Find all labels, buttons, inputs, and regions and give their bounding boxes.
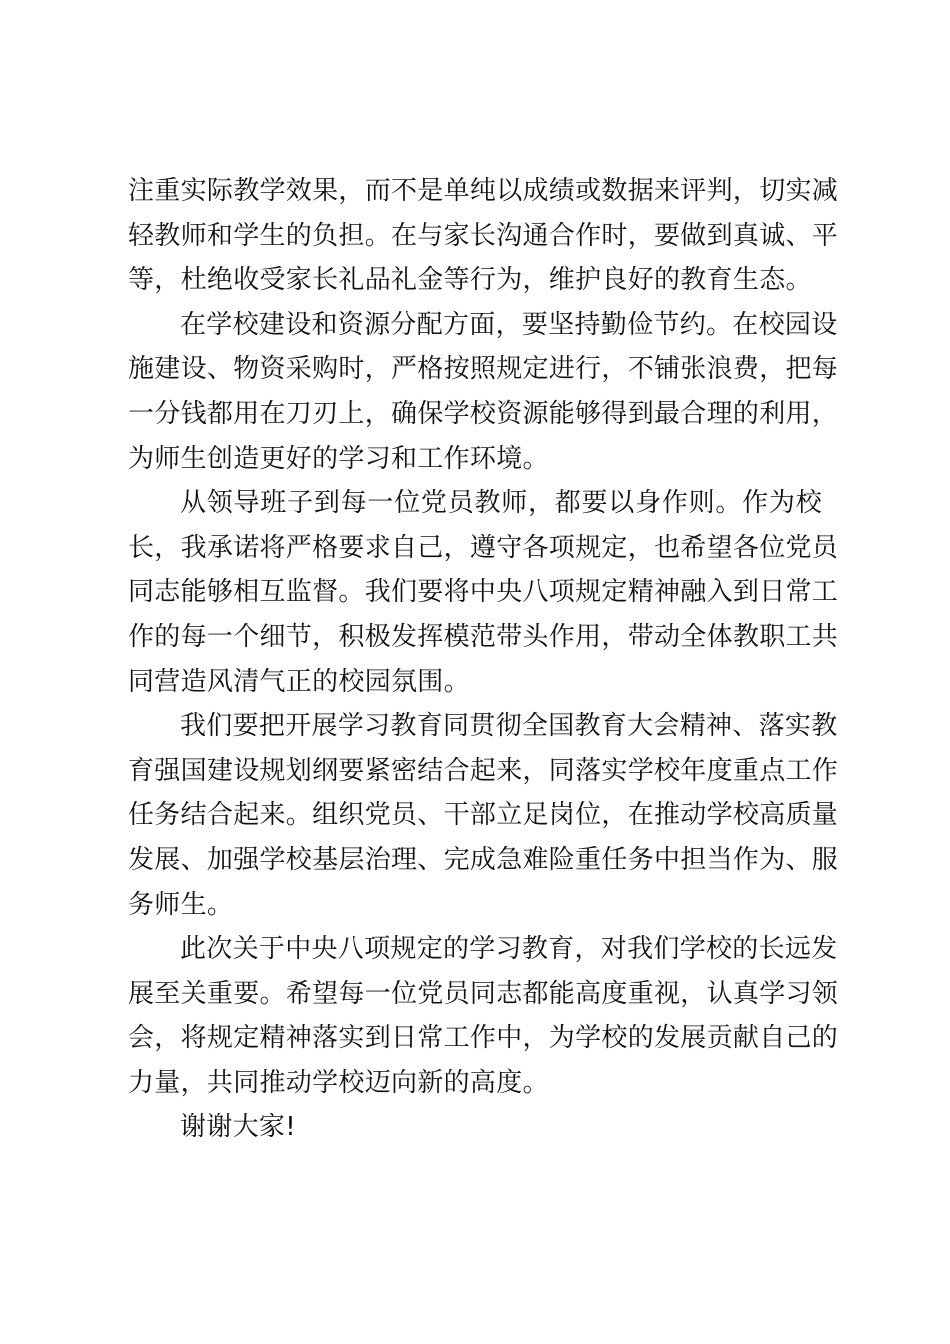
paragraph-line: 为师生创造更好的学习和工作环境。 bbox=[128, 443, 549, 474]
paragraph-line: 注重实际教学效果，而不是单纯以成绩或数据来评判，切实减 bbox=[128, 176, 839, 206]
paragraph-line: 轻教师和学生的负担。在与家长沟通合作时，要做到真诚、平 bbox=[128, 220, 839, 251]
paragraph-line: 一分钱都用在刀刃上，确保学校资源能够得到最合理的利用， bbox=[128, 398, 839, 429]
paragraph-line: 在学校建设和资源分配方面，要坚持勤俭节约。在校园设 bbox=[180, 309, 838, 340]
document-body bbox=[128, 169, 839, 1150]
paragraph-line: 同志能够相互监督。我们要将中央八项规定精神融入到日常工 bbox=[128, 577, 839, 608]
paragraph-6 bbox=[128, 1105, 822, 1150]
paragraph-line: 任务结合起来。组织党员、干部立足岗位，在推动学校高质量 bbox=[128, 800, 839, 831]
paragraph-line: 施建设、物资采购时，严格按照规定进行，不铺张浪费，把每 bbox=[128, 354, 839, 385]
paragraph-line: 会，将规定精神落实到日常工作中，为学校的发展贡献自己的 bbox=[128, 1023, 839, 1054]
paragraph-line: 育强国建设规划纲要紧密结合起来，同落实学校年度重点工作 bbox=[128, 755, 839, 786]
paragraph-3 bbox=[128, 481, 839, 704]
paragraph-line: 务师生。 bbox=[128, 889, 234, 920]
paragraph-line: 等，杜绝收受家长礼品礼金等行为，维护良好的教育生态。 bbox=[128, 265, 812, 296]
paragraph-line: 发展、加强学校基层治理、完成急难险重任务中担当作为、服 bbox=[128, 844, 839, 875]
paragraph-line: 此次关于中央八项规定的学习教育，对我们学校的长远发 bbox=[180, 934, 838, 965]
paragraph-1 bbox=[128, 169, 839, 303]
paragraph-line: 同营造风清气正的校园氛围。 bbox=[128, 666, 470, 697]
paragraph-line: 力量，共同推动学校迈向新的高度。 bbox=[128, 1067, 549, 1098]
paragraph-line: 从领导班子到每一位党员教师，都要以身作则。作为校 bbox=[180, 488, 822, 519]
closing-line: 谢谢大家! bbox=[180, 1112, 296, 1143]
paragraph-line: 我们要把开展学习教育同贯彻全国教育大会精神、落实教 bbox=[180, 711, 838, 742]
paragraph-line: 长，我承诺将严格要求自己，遵守各项规定，也希望各位党员 bbox=[128, 532, 839, 563]
paragraph-line: 作的每一个细节，积极发挥模范带头作用，带动全体教职工共 bbox=[128, 621, 839, 652]
paragraph-4 bbox=[128, 704, 839, 927]
paragraph-2 bbox=[128, 303, 839, 481]
paragraph-5 bbox=[128, 927, 839, 1105]
paragraph-line: 展至关重要。希望每一位党员同志都能高度重视，认真学习领 bbox=[128, 978, 839, 1009]
